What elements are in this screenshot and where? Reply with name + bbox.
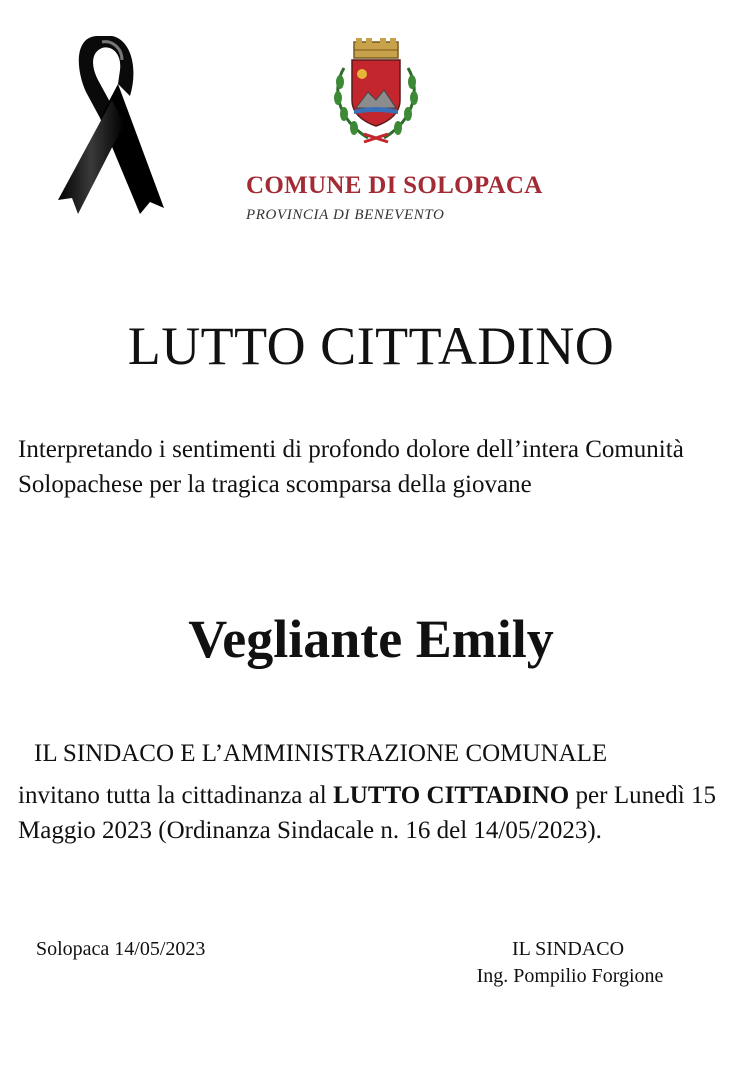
invite-text-end: per Lunedì 15 Maggio 2023 (Ordinanza Sindacale n. 16 del 14/05/2023). (18, 782, 717, 844)
invite-text-bold: LUTTO CITTADINO (333, 782, 570, 809)
mourning-ribbon-icon (52, 30, 168, 218)
signer-name: Ing. Pompilio Forgione (476, 965, 664, 987)
signer-title: IL SINDACO (511, 938, 625, 960)
notice-title: LUTTO CITTADINO (127, 316, 615, 376)
municipal-crest-icon (328, 38, 424, 146)
authority-line: IL SINDACO E L’AMMINISTRAZIONE COMUNALE (34, 740, 608, 767)
deceased-name: Vegliante Emily (188, 609, 554, 669)
municipality-name: COMUNE DI SOLOPACA (246, 172, 543, 199)
invite-text-start: invitano tutta la cittadinanza al (18, 782, 334, 809)
place-date: Solopaca 14/05/2023 (36, 938, 206, 960)
invite-paragraph (18, 778, 716, 848)
intro-paragraph: Interpretando i sentimenti di profondo dolore dell’intera Comunità Solopachese per la tragica scomparsa della giovane (18, 436, 684, 498)
province-name: PROVINCIA DI BENEVENTO (246, 207, 445, 223)
